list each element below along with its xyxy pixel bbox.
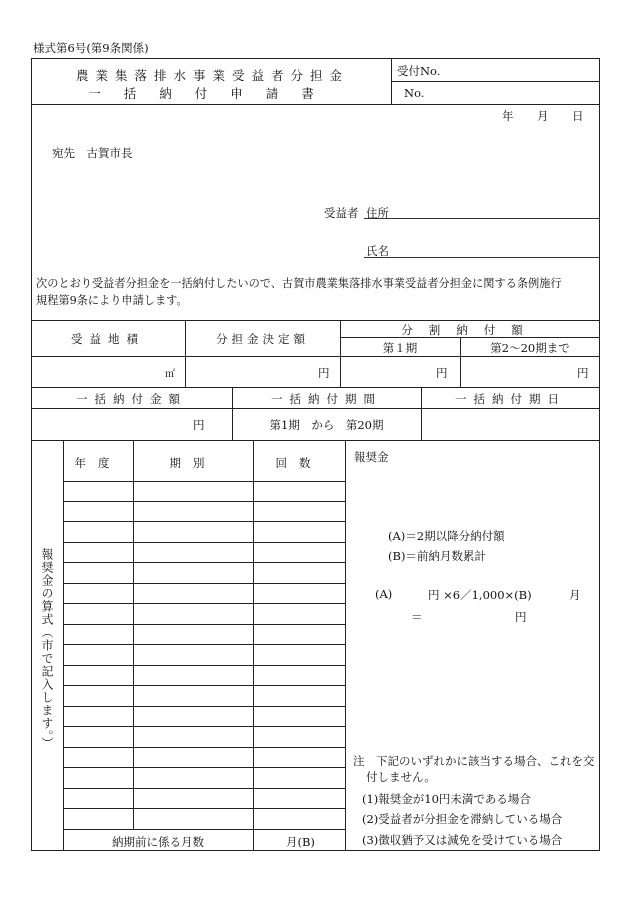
footer-months-label: 納期前に係る月数 bbox=[112, 835, 204, 849]
form-label: 様式第6号(第9条関係) bbox=[33, 41, 149, 55]
divider bbox=[63, 521, 345, 522]
reward-label: 報奨金 bbox=[354, 450, 389, 464]
lump-amount-header: 一括納付金額 bbox=[76, 392, 187, 406]
def-b: (B)＝前納月数累計 bbox=[388, 549, 486, 563]
title-line2: 一括納付申請書 bbox=[88, 86, 337, 101]
formula-mid: 円 ×6／1,000×(B) bbox=[428, 588, 532, 602]
divider bbox=[31, 440, 600, 441]
border bbox=[31, 58, 600, 59]
divider bbox=[63, 562, 345, 563]
divider bbox=[31, 387, 600, 388]
divider bbox=[31, 356, 600, 357]
note-item1: (1)報奨金が10円未満である場合 bbox=[362, 792, 531, 806]
lump-period-header: 一括納付期間 bbox=[271, 392, 382, 406]
date-year: 年 bbox=[502, 109, 514, 123]
period2-unit: 円 bbox=[577, 366, 589, 380]
divider bbox=[63, 481, 345, 482]
reward-side-label: 報奨金の算式（市で記入します。） bbox=[40, 548, 54, 750]
divider bbox=[63, 829, 345, 830]
no-label: No. bbox=[404, 86, 425, 100]
lump-period-value: 第1期 から 第20期 bbox=[269, 418, 384, 432]
divider bbox=[63, 685, 345, 686]
formula-yen: 円 bbox=[515, 610, 527, 624]
col-count-header: 回数 bbox=[275, 456, 323, 470]
divider bbox=[63, 501, 345, 502]
note-item2: (2)受益者が分担金を滞納している場合 bbox=[362, 812, 563, 826]
divider bbox=[63, 767, 345, 768]
formula-month: 月 bbox=[569, 588, 581, 602]
date-day: 日 bbox=[572, 109, 584, 123]
period2-header: 第2～20期まで bbox=[490, 341, 570, 355]
address-label: 住所 bbox=[366, 206, 389, 220]
body-text-2: 規程第9条により申請します。 bbox=[36, 294, 188, 307]
formula-eq: ＝ bbox=[411, 610, 423, 624]
formula-a: (A) bbox=[375, 587, 393, 601]
note-line2: 付しません。 bbox=[366, 770, 436, 784]
footer-months-unit: 月(B) bbox=[286, 835, 315, 849]
divider bbox=[31, 104, 600, 105]
col-year-header: 年度 bbox=[74, 456, 122, 470]
divider bbox=[63, 788, 345, 789]
divider bbox=[31, 320, 600, 321]
address-underline bbox=[364, 218, 599, 219]
divider bbox=[63, 747, 345, 748]
col-period-header: 期別 bbox=[169, 456, 217, 470]
installment-header: 分割納付額 bbox=[401, 323, 539, 337]
divider bbox=[391, 81, 599, 82]
period1-header: 第１期 bbox=[382, 341, 418, 355]
lump-due-header: 一括納付期日 bbox=[455, 392, 566, 406]
border bbox=[31, 58, 32, 851]
divider bbox=[31, 408, 600, 409]
divider bbox=[63, 644, 345, 645]
name-underline bbox=[364, 257, 599, 258]
body-text-1: 次のとおり受益者分担金を一括納付したいので、古賀市農業集落排水事業受益者分担金に関する条例施行 bbox=[36, 277, 562, 290]
date-month: 月 bbox=[537, 109, 549, 123]
divider bbox=[63, 603, 345, 604]
divider bbox=[133, 440, 134, 830]
def-a: (A)＝2期以降分納付額 bbox=[388, 529, 505, 543]
border bbox=[31, 850, 600, 851]
beneficiary-label: 受益者 bbox=[324, 206, 359, 220]
addressee: 宛先 古賀市長 bbox=[52, 146, 133, 160]
receipt-label: 受付No. bbox=[397, 64, 441, 78]
period1-unit: 円 bbox=[436, 366, 448, 380]
divider bbox=[63, 706, 345, 707]
divider bbox=[63, 624, 345, 625]
area-header: 受益地積 bbox=[71, 332, 145, 346]
title-line1: 農業集落排水事業受益者分担金 bbox=[75, 68, 349, 83]
lump-amount-unit: 円 bbox=[193, 418, 205, 432]
border bbox=[599, 58, 600, 851]
divider bbox=[345, 440, 346, 850]
amount-unit: 円 bbox=[318, 366, 330, 380]
amount-header: 分担金決定額 bbox=[216, 332, 309, 346]
area-unit: ㎡ bbox=[165, 369, 175, 380]
divider bbox=[63, 808, 345, 809]
note-item3: (3)徴収猶予又は減免を受けている場合 bbox=[362, 833, 563, 847]
divider bbox=[63, 726, 345, 727]
divider bbox=[63, 583, 345, 584]
divider bbox=[63, 665, 345, 666]
name-label: 氏名 bbox=[366, 244, 389, 258]
divider bbox=[63, 542, 345, 543]
note-line1: 注 下記のいずれかに該当する場合、これを交 bbox=[353, 754, 595, 768]
